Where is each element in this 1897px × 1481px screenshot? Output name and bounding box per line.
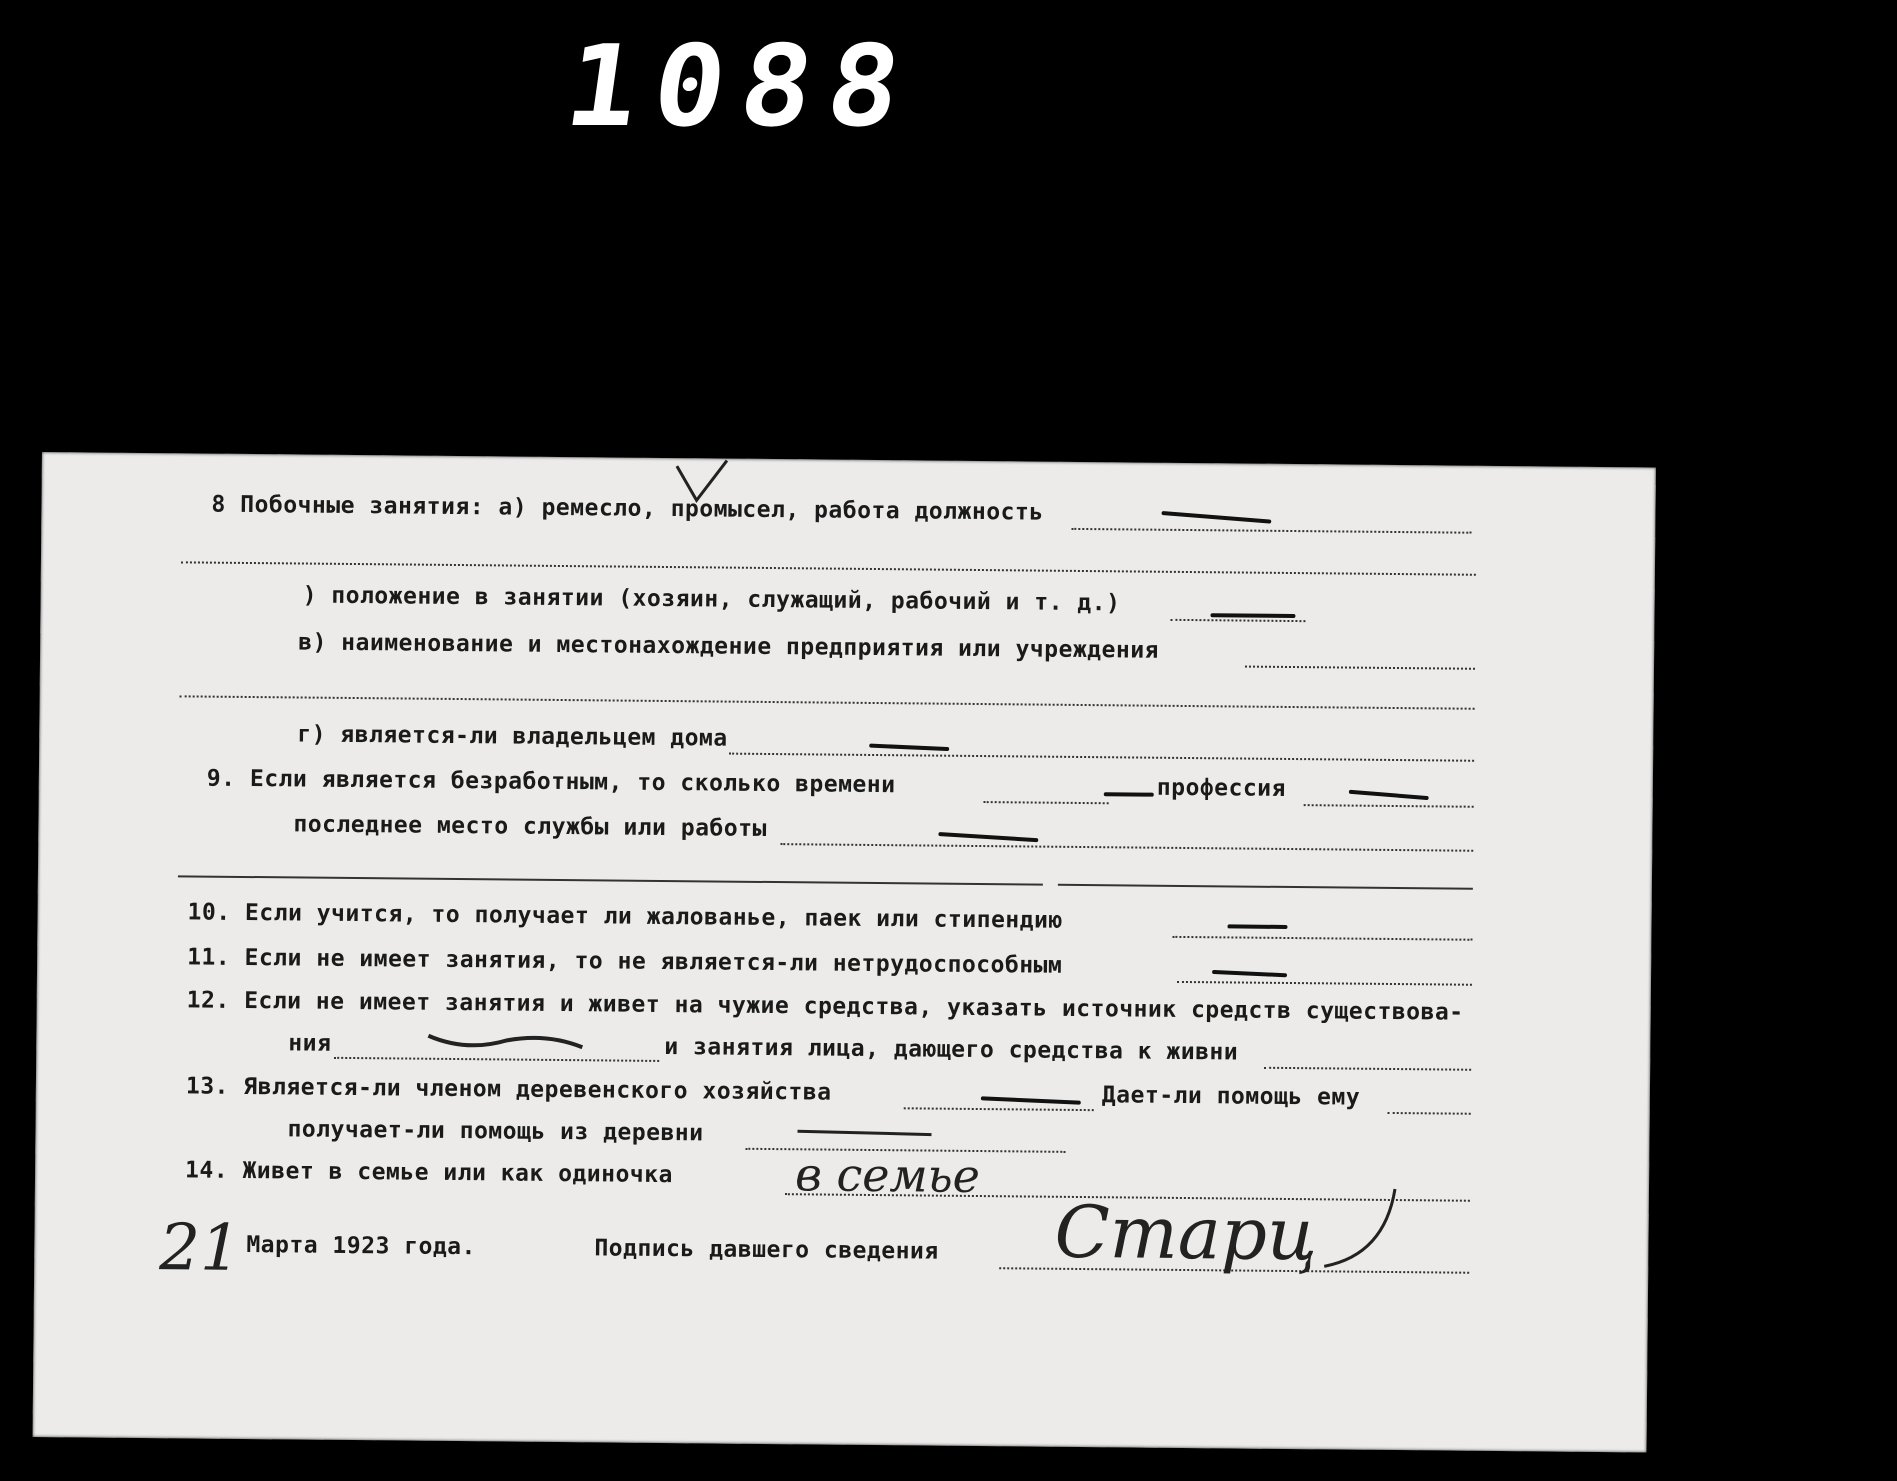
- footer-day: 21: [159, 1211, 242, 1286]
- q9-time-dash: [1104, 792, 1154, 796]
- q9-number: 9.: [206, 765, 236, 792]
- q9-time-field: [984, 801, 1109, 804]
- q12-line-2b: [664, 1034, 1238, 1066]
- q9-profession-dash: [1349, 790, 1429, 800]
- q9-line-2: [293, 811, 767, 842]
- footer-date: [246, 1232, 476, 1260]
- form-card: [33, 452, 1656, 1452]
- q12-source-field: [334, 1057, 659, 1062]
- q11-text: Если не имеет занятия, то не является-ли нетрудоспособным: [244, 944, 1063, 979]
- q13-receives-mark: [795, 1125, 935, 1140]
- footer-date-text: Марта 1923 года.: [246, 1231, 477, 1261]
- signature-flourish: [1314, 1184, 1405, 1275]
- q12-number: 12.: [186, 987, 230, 1014]
- q8-b-text: ) положение в занятии (хозяин, служащий, рабочий и т. д.): [302, 582, 1121, 617]
- q12-cont-b: и занятия лица, дающего средства к живни: [664, 1034, 1239, 1066]
- q11-number: 11.: [187, 944, 231, 971]
- q9-last-dash: [938, 832, 1038, 842]
- q8-c-field: [1245, 666, 1475, 670]
- q10-text: Если учится, то получает ли жалованье, паек или стипендию: [244, 899, 1063, 934]
- q9-line-1: [207, 766, 896, 799]
- q13-receives-text: получает-ли помощь из деревни: [287, 1116, 704, 1147]
- q8-c-text: в) наименование и местонахождение предприятия или учреждения: [298, 629, 1160, 664]
- q13-member-field: [904, 1107, 1094, 1111]
- q9-profession-field: [1304, 804, 1474, 808]
- q14-number: 14.: [184, 1157, 229, 1184]
- q12-cont-a: ния: [288, 1030, 332, 1057]
- q9-last-place: последнее место службы или работы: [293, 811, 768, 842]
- q8-line-d: [297, 721, 728, 751]
- q8-a-text: а) ремесло, промысел, работа должность: [498, 494, 1044, 526]
- footer-signature-row: [594, 1235, 939, 1264]
- q13-line-1: [186, 1073, 832, 1105]
- q8-d-text: г) является-ли владельцем дома: [297, 721, 728, 752]
- q14-line: [185, 1157, 673, 1188]
- q8-b-field: [1170, 619, 1305, 622]
- q12-text: Если не имеет занятия и живет на чужие средства, указать источник средств существова-: [244, 987, 1464, 1026]
- q9-last-field: [780, 843, 1473, 852]
- q11-dash: [1212, 970, 1287, 977]
- q10-dash: [1227, 924, 1287, 929]
- footer-signature: Старц: [1054, 1189, 1318, 1277]
- q11-line: [187, 944, 1062, 978]
- q13-number: 13.: [185, 1073, 230, 1100]
- q8-a-dash: [1161, 511, 1271, 524]
- q14-answer: в семье: [794, 1147, 981, 1204]
- q8-d-field: [729, 753, 1474, 762]
- q8-label: Побочные занятия:: [240, 491, 485, 521]
- q8-line-b: [303, 583, 1121, 617]
- q8-d-dash: [869, 744, 949, 752]
- q10-line: [187, 899, 1062, 933]
- q14-text: Живет в семье или как одиночка: [242, 1157, 674, 1189]
- q8-a-rule: [181, 561, 1476, 575]
- footer-signature-label: Подпись давшего сведения: [594, 1235, 939, 1265]
- q12-person-field: [1264, 1067, 1471, 1071]
- q9-profession-text: профессия: [1156, 774, 1287, 802]
- q11-field: [1177, 981, 1472, 986]
- q8-line-a: [211, 492, 1043, 526]
- q8-c-rule: [180, 695, 1475, 709]
- q8-a-field: [1071, 528, 1471, 534]
- q8-number: 8: [211, 491, 226, 518]
- q13-text: Является-ли членом деревенского хозяйства: [243, 1073, 832, 1106]
- q8-line-c: [298, 629, 1159, 663]
- q10-number: 10.: [187, 899, 231, 926]
- q12-line-2: [288, 1030, 331, 1056]
- q9-text: Если является безработным, то сколько времени: [249, 766, 896, 799]
- q13-line-2: [287, 1116, 703, 1146]
- q13-help-label: [1102, 1082, 1360, 1110]
- q12-line-1: [187, 987, 1464, 1025]
- q10-field: [1172, 936, 1472, 941]
- q13-help-text: Дает-ли помощь ему: [1101, 1082, 1361, 1111]
- q8-b-dash: [1210, 613, 1295, 618]
- q13-member-dash: [981, 1096, 1081, 1104]
- frame-number: 1088: [557, 20, 925, 152]
- q13-help-field: [1388, 1112, 1471, 1115]
- q9-rule-a: [178, 875, 1043, 885]
- q9-rule-b: [1058, 884, 1473, 890]
- q12-source-scribble: [426, 1026, 586, 1058]
- q9-profession-label: [1157, 775, 1286, 802]
